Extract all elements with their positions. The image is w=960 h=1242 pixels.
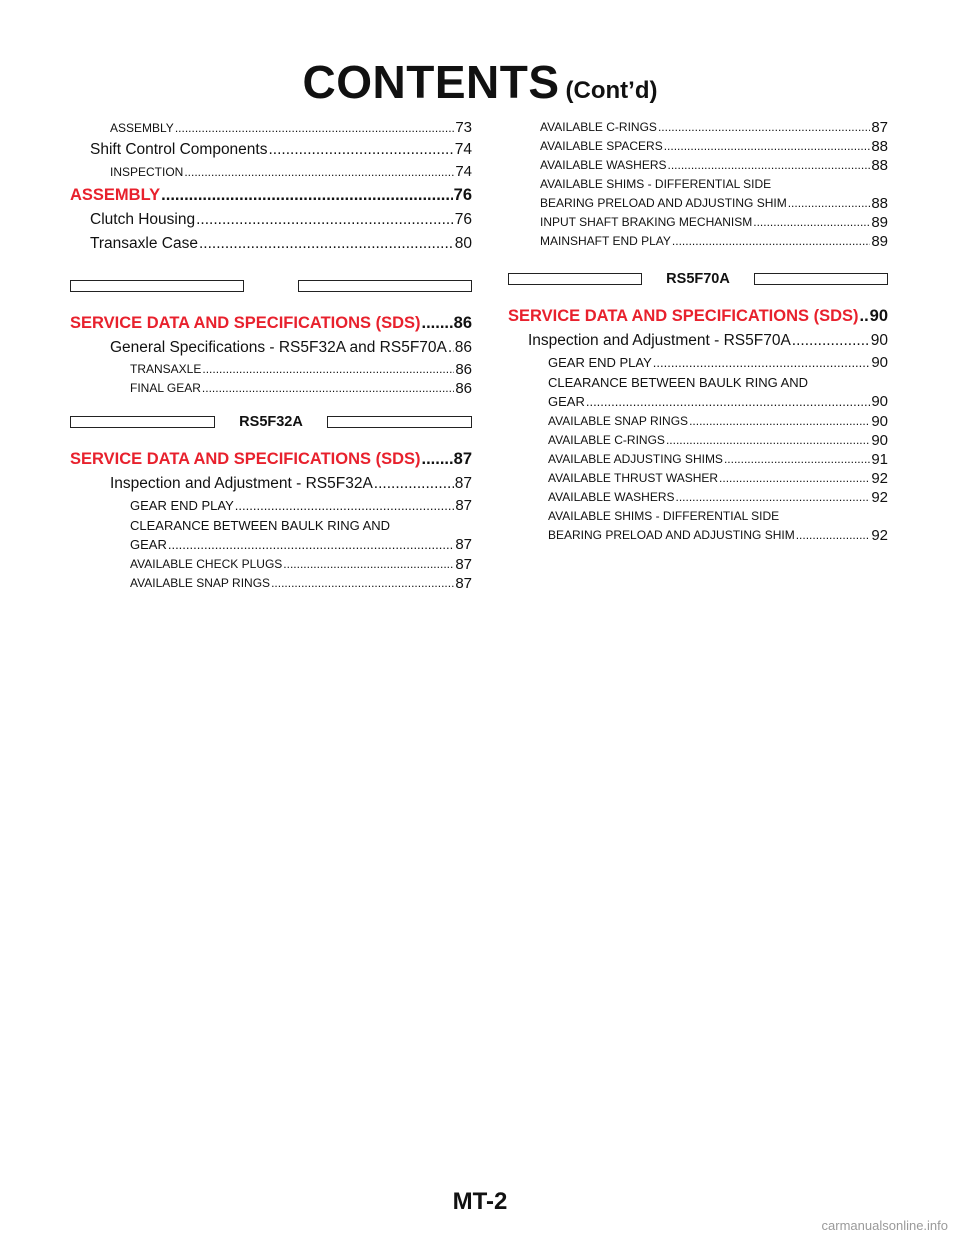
toc-entry-page: 87 [455,575,472,592]
toc-entry-page: 80 [454,235,472,252]
toc-entry-title-line: AVAILABLE SHIMS - DIFFERENTIAL SIDE [548,509,780,523]
leader-dots [724,450,870,469]
toc-entry-page: 86 [455,361,472,378]
leader-dots [664,137,871,156]
toc-entry[interactable] [508,526,888,545]
leader-dots [283,555,454,574]
toc-entry-title: ASSEMBLY [110,121,174,135]
toc-entry-page: 86 [455,380,472,397]
toc-entry-page: 88 [871,138,888,155]
toc-entry-title: AVAILABLE THRUST WASHER [548,471,719,485]
toc-entry-page: 87 [455,556,472,573]
toc-entry[interactable] [508,412,888,431]
group-header-rs5f70a [508,263,888,295]
toc-entry-page: 90 [871,393,888,410]
leader-dots [586,392,870,412]
leader-dots [374,472,454,496]
leader-dots [666,431,870,450]
toc-entry[interactable] [90,360,472,379]
toc-entry-page: 92 [871,527,888,544]
toc-entry[interactable] [508,213,888,232]
leader-dots [676,488,871,507]
toc-entry-title: Shift Control Components [90,141,268,158]
toc-entry[interactable] [90,555,472,574]
toc-entry[interactable] [90,379,472,398]
toc-section[interactable] [70,310,472,336]
group-header-label: RS5F32A [239,414,303,430]
header-bar-left [70,416,215,428]
header-bar-right [298,280,472,292]
toc-entry-page: 89 [871,233,888,250]
toc-entry[interactable] [508,488,888,507]
leader-dots [689,412,870,431]
group-header-rs5f32a [70,406,472,438]
header-bar-right [327,416,472,428]
toc-entry-title: GEAR END PLAY [130,498,234,513]
toc-entry-page: 76 [454,211,472,228]
toc-entry-page: 87 [455,536,472,553]
toc-entry-title: MAINSHAFT END PLAY [540,234,671,248]
toc-entry[interactable] [508,353,888,373]
toc-entry-title: AVAILABLE C-RINGS [540,120,657,134]
toc-entry-title: AVAILABLE CHECK PLUGS [130,557,283,571]
leader-dots [753,213,870,232]
toc-entry-title: Inspection and Adjustment - RS5F32A [110,475,373,492]
toc-entry[interactable] [90,208,472,232]
leader-dots [658,118,870,137]
leader-dots [860,303,869,329]
leader-dots [788,194,871,213]
toc-entry-page: 90 [871,413,888,430]
toc-entry-title: AVAILABLE SNAP RINGS [548,414,689,428]
toc-entry[interactable] [508,232,888,251]
leader-dots [199,232,454,256]
leader-dots [653,353,871,373]
toc-entry[interactable] [508,431,888,450]
toc-entry-page: 74 [454,141,472,158]
toc-entry[interactable] [508,156,888,175]
leader-dots [202,379,454,398]
toc-entry[interactable] [90,535,472,555]
page-title [0,55,960,109]
leader-dots [792,329,870,353]
toc-entry[interactable] [508,392,888,412]
toc-entry-title: AVAILABLE WASHERS [540,158,667,172]
toc-entry-title: AVAILABLE C-RINGS [548,433,665,447]
toc-entry-title: AVAILABLE WASHERS [548,490,675,504]
toc-entry-title-line: CLEARANCE BETWEEN BAULK RING AND [548,375,809,390]
toc-entry-page: 92 [871,470,888,487]
leader-dots [196,208,454,232]
toc-entry[interactable] [508,329,888,353]
title-sub: (Cont’d) [565,77,658,104]
group-header-blank [70,270,472,302]
toc-entry-page: 88 [871,157,888,174]
toc-section-title: SERVICE DATA AND SPECIFICATIONS (SDS) [508,307,859,325]
toc-entry-title: INPUT SHAFT BRAKING MECHANISM [540,215,753,229]
toc-section-title: ASSEMBLY [70,186,161,204]
toc-entry[interactable] [508,450,888,469]
toc-entry-page: 86 [454,339,472,356]
toc-entry-page: 90 [871,432,888,449]
leader-dots [184,162,454,182]
toc-entry-page: 90 [871,354,888,371]
toc-entry-title: Transaxle Case [90,235,198,252]
toc-entry-page: 92 [871,489,888,506]
toc-entry[interactable] [508,137,888,156]
toc-entry-title: GEAR END PLAY [548,355,652,370]
leader-dots [175,118,455,138]
toc-entry[interactable] [90,162,472,182]
toc-entry-page: 89 [871,214,888,231]
toc-entry-page: 87 [871,119,888,136]
watermark: carmanualsonline.info [821,1218,948,1233]
toc-entry[interactable] [90,232,472,256]
toc-entry-title: INSPECTION [110,165,184,179]
toc-section-page: 86 [453,314,472,332]
toc-section-page: 87 [453,450,472,468]
header-bar-left [70,280,244,292]
toc-entry[interactable] [90,118,472,138]
toc-entry-page: 73 [455,119,472,136]
toc-section-title: SERVICE DATA AND SPECIFICATIONS (SDS) [70,314,421,332]
toc-entry[interactable] [90,574,472,593]
toc-entry-title-line: AVAILABLE SHIMS - DIFFERENTIAL SIDE [540,177,772,191]
leader-dots [235,496,455,516]
toc-entry[interactable] [508,469,888,488]
group-header-label: RS5F70A [666,271,730,287]
toc-entry-title: BEARING PRELOAD AND ADJUSTING SHIM [548,528,795,542]
toc-section-page: 76 [453,186,472,204]
leader-dots [161,182,452,208]
toc-entry-page: 90 [870,332,888,349]
toc-entry[interactable] [90,138,472,162]
toc-entry-title: GEAR [548,394,585,409]
leader-dots [672,232,870,251]
toc-left-column [70,118,472,593]
toc-section[interactable] [70,446,472,472]
leader-dots [422,446,453,472]
title-main: CONTENTS [302,56,560,108]
page-number: MT-2 [452,1188,508,1215]
toc-entry-page: 91 [871,451,888,468]
toc-entry-title-line: CLEARANCE BETWEEN BAULK RING AND [130,518,391,533]
toc-section-page: 90 [869,307,888,325]
leader-dots [796,526,871,545]
toc-entry-title: TRANSAXLE [130,362,202,376]
toc-entry[interactable] [90,472,472,496]
toc-entry-title: AVAILABLE ADJUSTING SHIMS [548,452,723,466]
toc-section[interactable] [508,303,888,329]
toc-entry[interactable] [508,194,888,213]
leader-dots [668,156,871,175]
toc-entry[interactable] [508,118,888,137]
header-bar-left [508,273,642,285]
toc-entry-title: GEAR [130,537,167,552]
leader-dots [719,469,870,488]
toc-section[interactable] [70,182,472,208]
toc-entry-title: Inspection and Adjustment - RS5F70A [528,332,791,349]
toc-entry-title: AVAILABLE SNAP RINGS [130,576,271,590]
toc-entry-title: BEARING PRELOAD AND ADJUSTING SHIM [540,196,787,210]
leader-dots [268,138,453,162]
toc-entry-title: General Specifications - RS5F32A and RS5F70A [110,339,447,356]
toc-entry-page: 87 [454,475,472,492]
toc-right-column [508,118,888,545]
leader-dots [422,310,453,336]
toc-entry[interactable] [90,336,472,360]
toc-entry-page: 88 [871,195,888,212]
toc-entry-title: AVAILABLE SPACERS [540,139,663,153]
leader-dots [271,574,454,593]
header-bar-right [754,273,888,285]
leader-dots [202,360,454,379]
toc-entry-page: 87 [455,497,472,514]
toc-entry[interactable] [90,496,472,516]
toc-entry-title: Clutch Housing [90,211,196,228]
toc-section-title: SERVICE DATA AND SPECIFICATIONS (SDS) [70,450,421,468]
toc-entry-title: FINAL GEAR [130,381,201,395]
leader-dots [168,535,454,555]
toc-entry-page: 74 [455,163,472,180]
leader-dots [448,336,454,360]
